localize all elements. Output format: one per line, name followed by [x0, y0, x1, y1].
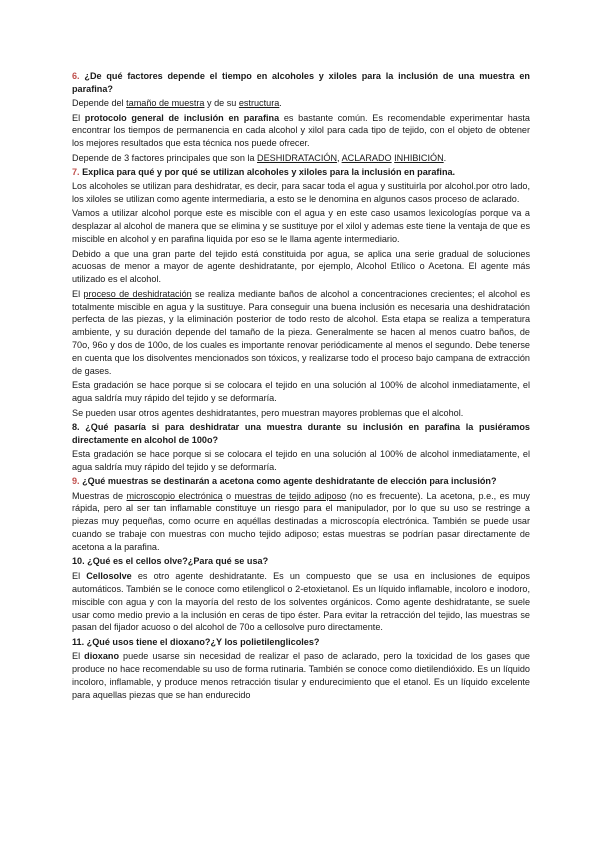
document-page: [72, 70, 530, 703]
underlined-term: microscopio electrónica: [126, 490, 223, 501]
paragraph: Se pueden usar otros agentes deshidratantes, pero muestran mayores problemas que el alcohol.: [72, 407, 464, 418]
underlined-term: estructura: [238, 98, 280, 109]
text: puede usarse sin necesidad de realizar el paso de aclarado, pero la toxicidad de los gases que produce no hace recomendable su uso de forma rutinaria. También se conoce como dietilendióxido. Es un líquido incoloro, inflamable, y produce menos retracción tisular y endurecimiento que el etanol. Es un líquido excelente para aquellas piezas que se han endurecido: [72, 651, 530, 700]
question-text: ¿Qué usos tiene el dioxano?¿Y los polietilenglicoles?: [84, 636, 320, 647]
question-text: ¿De qué factores depende el tiempo en alcoholes y xiloles para la inclusión de una muestra en parafina?: [72, 71, 530, 94]
question-number: 8.: [72, 421, 80, 432]
underlined-term: tamaño de muestra: [126, 98, 205, 109]
bold-term: dioxano: [84, 651, 120, 661]
text: Depende de 3 factores principales que son la: [72, 152, 258, 163]
paragraph: [72, 112, 530, 151]
text: El: [72, 651, 85, 661]
underlined-term: muestras de tejido adiposo: [234, 490, 347, 501]
text: (no es frecuente). La acetona, p.e., es muy rápida, pero al ser tan inflamable constituye un riesgo para el manipulador, por lo que su uso se restringe a piezas muy pequeñas, como ocurre en aquéllas destinadas a microscopía electrónica. También se puede usar cuando se trabaje con muestras con mucho tejido adiposo; estas muestras se podrían pasar directamente de acetona a la parafina.: [72, 490, 530, 553]
text: El: [72, 288, 84, 299]
bold-term: Cellosolve: [86, 570, 132, 581]
question-number: 6.: [72, 71, 80, 81]
question-6: [72, 70, 530, 96]
question-number: 11.: [72, 636, 85, 647]
text: Muestras de: [72, 490, 127, 501]
paragraph: [72, 288, 530, 378]
question-text: ¿Qué pasaría si para deshidratar una muestra durante su inclusión en parafina la pusiéramos directamente en alcohol de 100o?: [72, 421, 530, 445]
bold-term: protocolo general de inclusión en parafina: [84, 112, 280, 123]
question-number: 9.: [72, 476, 80, 487]
paragraph: Los alcoholes se utilizan para deshidratar, es decir, para sacar toda el agua y sustituirla por alcohol.por otro lado, los xiloles se utilizan como agente intermediaria, a esto se le denomina en algunos casos proceso de aclarado.: [72, 181, 530, 205]
text: .: [443, 152, 447, 163]
paragraph: Esta gradación se hace porque si se colocara el tejido en una solución al 100% de alcohol inmediatamente, el agua saldría muy rápido del tejido y se deformaría.: [72, 449, 530, 472]
text: es otro agente deshidratante. Es un compuesto que se usa en inclusiones de equipos automáticos. También se le conoce como etilenglicol o 2-etoxietanol. Es un líquido inflamable, incoloro e inodoro, miscible con agua y con la mayoría del resto de los solventes orgánicos. Como agente deshidratante, se suele usar como medio previo a la inclusión en ceras de tipo éster. Para evitar la retracción del tejido, las muestras se pasan del fijador acuoso o del alcohol de 70o a cellosolve puro directamente.: [72, 570, 530, 633]
paragraph: Debido a que una gran parte del tejido está constituida por agua, se aplica una serie gradual de soluciones acuosas de menor a mayor de agente deshidratante, por ejemplo, Alcohol Etílico o Acetona. El agente más utilizado es el alcohol.: [72, 248, 530, 285]
text: Depende del: [72, 98, 127, 109]
underlined-term: ACLARADO: [341, 152, 392, 163]
paragraph: [72, 570, 530, 635]
paragraph: [72, 97, 530, 110]
question-text: ¿Qué muestras se destinarán a acetona como agente deshidratante de elección para inclusión?: [79, 476, 497, 487]
text: El: [72, 570, 87, 581]
paragraph: [72, 490, 530, 555]
paragraph: [72, 650, 530, 702]
question-11: [72, 636, 530, 649]
paragraph: Vamos a utilizar alcohol porque este es miscible con el agua y en este caso usamos lexicologías porque va a desplazar al alcohol de manera que se elimina y se sustituye por el xilol y ademas este tiene la ventaja de que es miscible en alcohol y en parafina liquida por eso se le llama agente intermediario.: [72, 208, 530, 245]
underlined-term: proceso de deshidratación: [83, 288, 192, 299]
question-text: Explica para qué y por qué se utilizan alcoholes y xiloles para la inclusión en parafina.: [79, 166, 456, 177]
question-10: [72, 555, 530, 568]
question-8: [72, 421, 530, 447]
question-number: 7.: [72, 166, 80, 177]
question-9: [72, 475, 530, 488]
text: El: [72, 112, 85, 123]
paragraph: [72, 152, 530, 165]
text: ,: [337, 152, 342, 163]
question-text: ¿Qué es el cellos olve?¿Para qué se usa?: [84, 556, 269, 567]
text: se realiza mediante baños de alcohol a concentraciones crecientes; el alcohol es totalmente miscible en agua y la sustituye. Para conseguir una buena inclusión es necesaria una deshidratación perfecta de las piezas, y la eliminación posterior de todo resto de alcohol. Esta etapa se realiza a temperatura ambiente, y su duración depende del tamaño de la pieza. Generalmente se hacen al menos cuatro baños, de 70o, 96o y dos de 100o, de los cuales es importante renovar periódicamente al menos el segundo. Debe tenerse en cuenta que los disolventes mencionados son tóxicos, y realizarse todo el proceso bajo campana de extracción de gases.: [72, 288, 530, 377]
paragraph: Esta gradación se hace porque si se colocara el tejido en una solución al 100% de alcohol inmediatamente, el agua saldría muy rápido del tejido y se deformaría.: [72, 380, 530, 404]
underlined-term: INHIBICIÓN: [394, 152, 444, 163]
text: o: [222, 490, 235, 501]
question-7: [72, 166, 530, 179]
text: y de su: [204, 98, 239, 109]
question-number: 10.: [72, 556, 85, 567]
text: .: [279, 98, 282, 109]
underlined-term: DESHIDRATACIÓN: [257, 152, 338, 163]
text: es bastante común. Es recomendable experimentar hasta encontrar los tiempos de permanencia en cada alcohol y xilol para cada tipo de tejido, con el objeto de obtener los mejores resultados que esta técnica nos puede ofrecer.: [72, 112, 530, 149]
